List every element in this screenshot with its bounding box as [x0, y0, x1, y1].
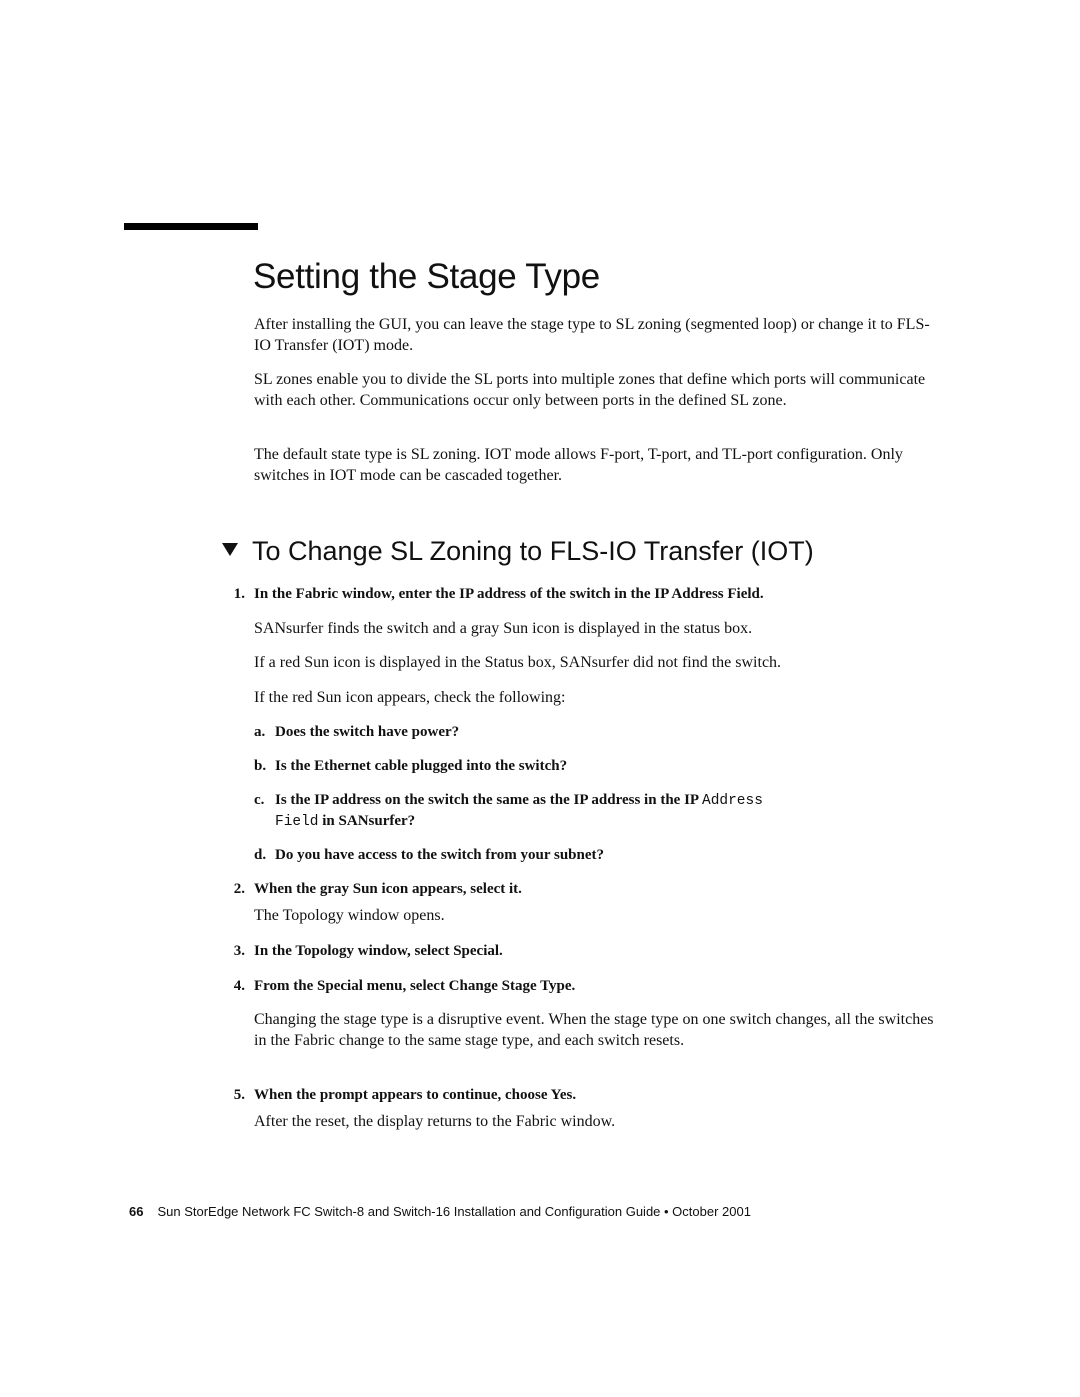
step-text: In the Topology window, select Special.: [254, 943, 503, 959]
substep-c: [254, 790, 904, 832]
procedure-heading-text: To Change SL Zoning to FLS-IO Transfer (IOT): [252, 536, 814, 566]
intro-paragraph-1: After installing the GUI, you can leave the stage type to SL zoning (segmented loop) or change it to FLS-IO Transfer (IOT) mode.: [254, 316, 930, 354]
step-2-result: The Topology window opens.: [254, 907, 445, 924]
step-text: When the gray Sun icon appears, select it.: [254, 881, 522, 897]
substep-text: [275, 790, 895, 832]
step-number: 2.: [233, 881, 245, 897]
substep-text: Does the switch have power?: [275, 724, 460, 740]
substep-text-part: Is the IP address on the switch the same as the IP address in the IP: [275, 792, 702, 808]
procedure-heading: [222, 531, 814, 571]
step-number: 1.: [233, 586, 245, 602]
page-footer: [129, 1203, 751, 1221]
substep-text: Do you have access to the switch from your subnet?: [275, 847, 605, 863]
step-4-result: Changing the stage type is a disruptive event. When the stage type on one switch changes, all the switches in the Fabric change to the same stage type, and each switch resets.: [254, 1011, 934, 1049]
step-5-result: After the reset, the display returns to the Fabric window.: [254, 1113, 616, 1130]
substep-label: a.: [254, 724, 266, 740]
page-number: 66: [129, 1204, 144, 1219]
section-rule: [124, 223, 258, 230]
step-number: 3.: [233, 943, 245, 959]
step-text: From the Special menu, select Change Stage Type.: [254, 978, 576, 994]
code-field-name: Field: [275, 814, 319, 830]
triangle-bullet-icon: [222, 543, 238, 556]
substep-b: [254, 756, 904, 776]
substep-d: [254, 845, 904, 865]
step-1-result-3: If the red Sun icon appears, check the following:: [254, 689, 566, 706]
substep-label: d.: [254, 847, 267, 863]
substep-text: Is the Ethernet cable plugged into the switch?: [275, 758, 568, 774]
substep-label: c.: [254, 792, 265, 808]
step-number: 5.: [233, 1087, 245, 1103]
footer-text: Sun StorEdge Network FC Switch-8 and Switch-16 Installation and Configuration Guide • October 2001: [157, 1204, 751, 1219]
intro-paragraph-2: SL zones enable you to divide the SL ports into multiple zones that define which ports will communicate with each other. Communications occur only between ports in the defined SL zone.: [254, 371, 926, 409]
substep-text-part: in SANsurfer?: [318, 813, 416, 829]
step-1-result-1: SANsurfer finds the switch and a gray Sun icon is displayed in the status box.: [254, 620, 753, 637]
step-text: When the prompt appears to continue, choose Yes.: [254, 1087, 577, 1103]
page-title: Setting the Stage Type: [253, 257, 600, 296]
code-field-name: Address: [702, 793, 763, 809]
substep-label: b.: [254, 758, 267, 774]
step-1-result-2: If a red Sun icon is displayed in the Status box, SANsurfer did not find the switch.: [254, 654, 782, 671]
intro-paragraph-3: The default state type is SL zoning. IOT mode allows F-port, T-port, and TL-port configuration. Only switches in IOT mode can be cascaded together.: [254, 446, 903, 484]
step-number: 4.: [233, 978, 245, 994]
step-text: In the Fabric window, enter the IP address of the switch in the IP Address Field.: [254, 586, 764, 602]
substep-a: [254, 722, 904, 742]
